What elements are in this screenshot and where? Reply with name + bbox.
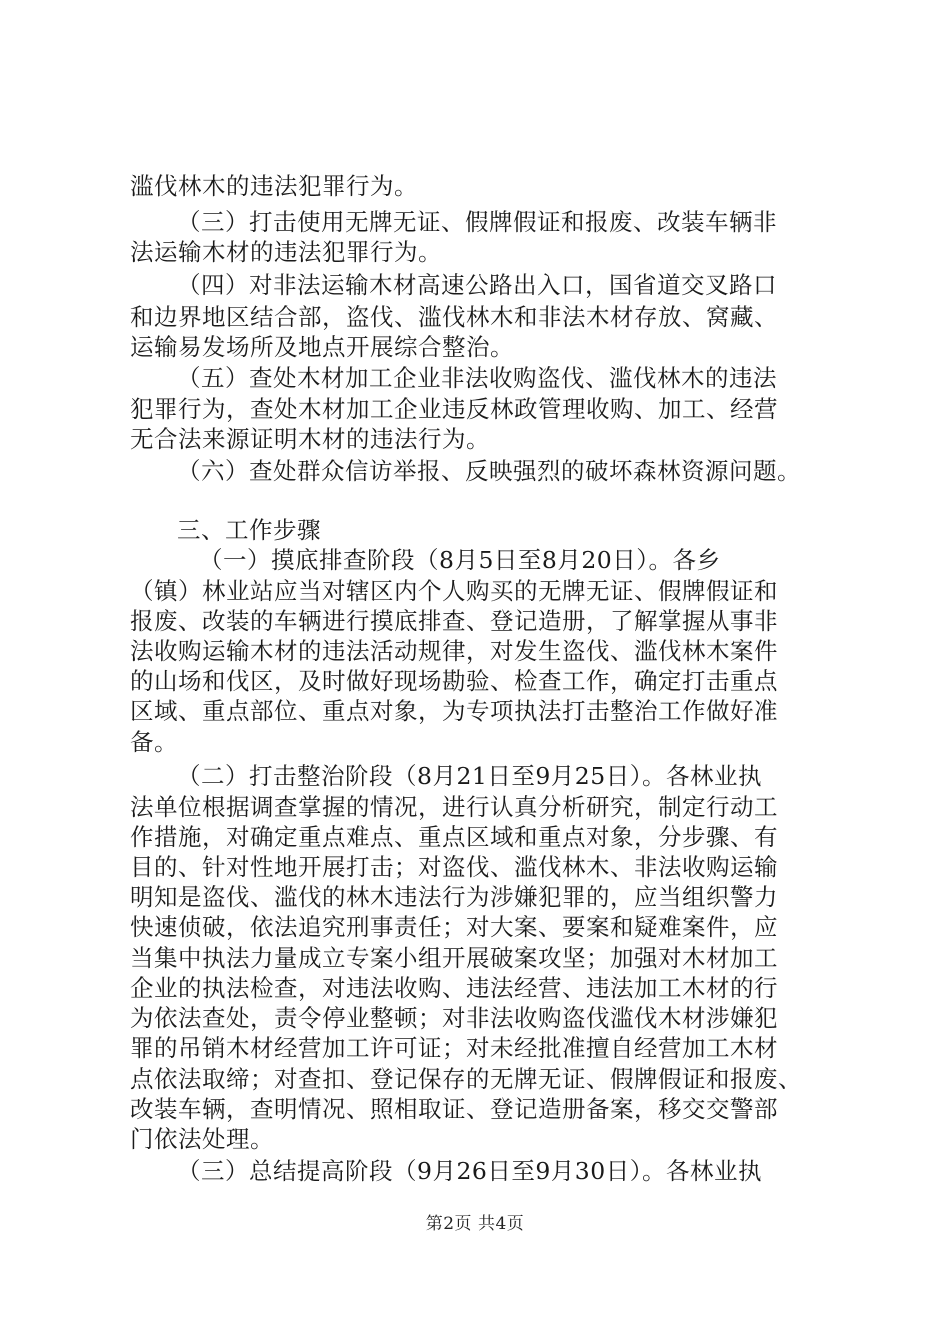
item-three-line: （三）打击使用无牌无证、假牌假证和报废、改装车辆非 [177, 208, 777, 236]
section-heading: 三、工作步骤 [177, 516, 321, 544]
body-line: 法单位根据调查掌握的情况，进行认真分析研究，制定行动工 [130, 793, 778, 821]
body-line: 门依法处理。 [130, 1125, 274, 1153]
body-line: 备。 [130, 728, 178, 756]
body-line: 作措施，对确定重点难点、重点区域和重点对象，分步骤、有 [130, 823, 778, 851]
body-line: 无合法来源证明木材的违法行为。 [130, 425, 490, 453]
body-line: 改装车辆，查明情况、照相取证、登记造册备案，移交交警部 [130, 1095, 778, 1123]
body-line: 运输易发场所及地点开展综合整治。 [130, 333, 514, 361]
body-line: 罪的吊销木材经营加工许可证；对未经批准擅自经营加工木材 [130, 1034, 778, 1062]
body-line: 明知是盗伐、滥伐的林木违法行为涉嫌犯罪的，应当组织警力 [130, 883, 778, 911]
body-line: 目的、针对性地开展打击；对盗伐、滥伐林木、非法收购运输 [130, 853, 778, 881]
body-line: 法收购运输木材的违法活动规律，对发生盗伐、滥伐林木案件 [130, 637, 778, 665]
body-line: 犯罪行为，查处木材加工企业违反林政管理收购、加工、经营 [130, 395, 778, 423]
body-line: 区域、重点部位、重点对象，为专项执法打击整治工作做好准 [130, 697, 778, 725]
item-five-line: （五）查处木材加工企业非法收购盗伐、滥伐林木的违法 [177, 364, 777, 392]
body-line: 快速侦破，依法追究刑事责任；对大案、要案和疑难案件，应 [130, 913, 778, 941]
page-footer: 第2页 共4页 [425, 1214, 525, 1234]
step-two-line: （二）打击整治阶段（8月21日至9月25日）。各林业执 [177, 762, 762, 790]
body-line: 和边界地区结合部，盗伐、滥伐林木和非法木材存放、窝藏、 [130, 303, 778, 331]
body-line: 为依法查处，责令停业整顿；对非法收购盗伐滥伐木材涉嫌犯 [130, 1004, 778, 1032]
body-line: 点依法取缔；对查扣、登记保存的无牌无证、假牌假证和报废、 [130, 1065, 802, 1093]
body-line: 法运输木材的违法犯罪行为。 [130, 238, 442, 266]
step-three-line: （三）总结提高阶段（9月26日至9月30日）。各林业执 [177, 1157, 762, 1185]
item-four-line: （四）对非法运输木材高速公路出入口，国省道交叉路口 [177, 271, 777, 299]
body-line: 企业的执法检查，对违法收购、违法经营、违法加工木材的行 [130, 974, 778, 1002]
item-six-line: （六）查处群众信访举报、反映强烈的破坏森林资源问题。 [177, 457, 801, 485]
body-line: 的山场和伐区，及时做好现场勘验、检查工作，确定打击重点 [130, 667, 778, 695]
body-line: 报废、改装的车辆进行摸底排查、登记造册，了解掌握从事非 [130, 607, 778, 635]
body-line: 滥伐林木的违法犯罪行为。 [130, 172, 418, 200]
body-line: 当集中执法力量成立专案小组开展破案攻坚；加强对木材加工 [130, 944, 778, 972]
step-one-line: （一）摸底排查阶段（8月5日至8月20日）。各乡 [199, 546, 721, 574]
body-line: （镇）林业站应当对辖区内个人购买的无牌无证、假牌假证和 [130, 577, 778, 605]
